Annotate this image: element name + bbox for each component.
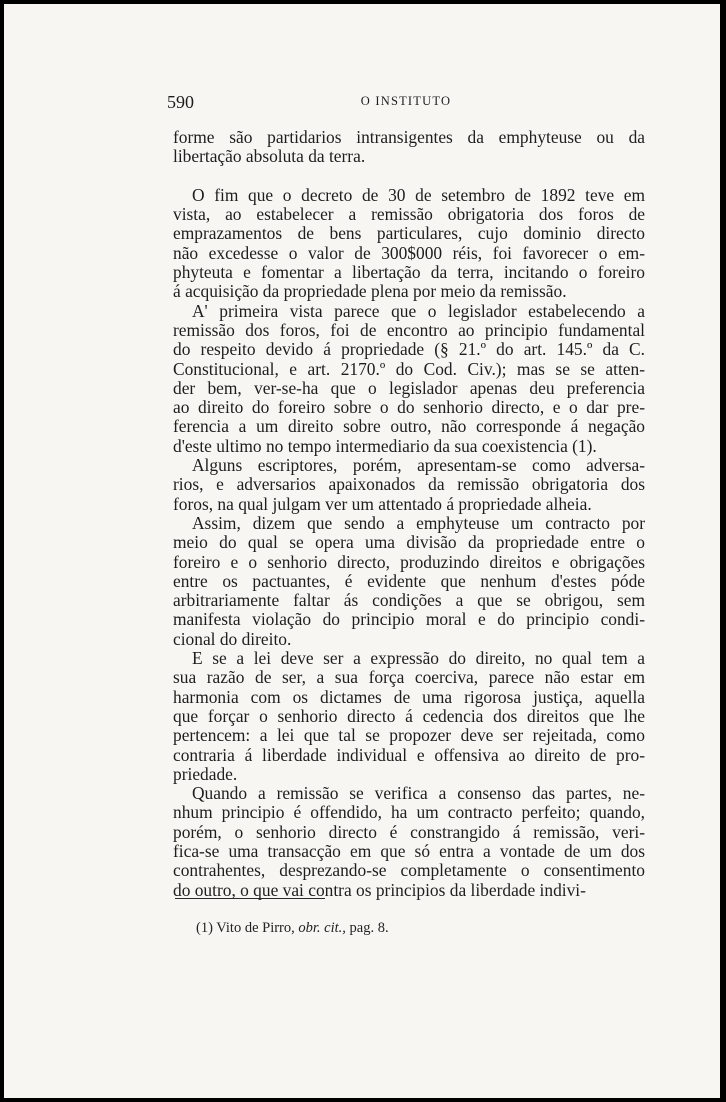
- text-line: foreiro e o senhorio directo, produzindo direitos e obrigações: [173, 551, 645, 572]
- footnote-page: pag. 8.: [349, 920, 389, 936]
- paragraph: [173, 186, 645, 302]
- text-line: priedade.: [173, 763, 238, 784]
- body-text: [173, 128, 645, 900]
- paragraph: [173, 514, 645, 649]
- page-number: 590: [167, 92, 194, 112]
- text-line: fica-se uma transacção em que só entra a vontade de um dos: [173, 840, 645, 861]
- text-line: phyteuta e fomentar a libertação da terra, incitando o foreiro: [173, 262, 645, 283]
- paragraph: [173, 302, 645, 456]
- text-line: ao direito do foreiro sobre o do senhorio directo, e o dar pre-: [173, 397, 645, 418]
- text-line: á acquisição da propriedade plena por meio da remissão.: [173, 281, 567, 302]
- text-line: Assim, dizem que sendo a emphyteuse um contracto por: [192, 512, 645, 533]
- text-line: meio do qual se opera uma divisão da propriedade entre o: [173, 532, 645, 553]
- text-line: forme são partidarios intransigentes da emphyteuse ou da: [173, 127, 645, 147]
- text-line: harmonia com os dictames de uma rigorosa justiça, aquella: [173, 686, 645, 707]
- text-line: que forçar o senhorio directo á cedencia dos direitos que lhe: [173, 705, 645, 726]
- text-line: ferencia a um direito sobre outro, não corresponde á negação: [173, 416, 645, 437]
- text-line: Alguns escriptores, porém, apresentam-se como adversa-: [192, 455, 645, 476]
- text-line: contrahentes, desprezando-se completamente o consentimento: [173, 860, 645, 881]
- footnote-rule: [175, 898, 325, 899]
- text-line: rios, e adversarios apaixonados da remissão obrigatoria dos: [173, 474, 645, 495]
- text-line: porém, o senhorio directo é constrangido á remissão, veri-: [173, 821, 645, 842]
- text-line: libertação absoluta da terra.: [173, 146, 366, 167]
- text-line: vista, ao estabelecer a remissão obrigatoria dos foros de: [173, 204, 645, 225]
- paragraph: [173, 649, 645, 784]
- book-page: [4, 4, 720, 1098]
- text-line: emprazamentos de bens particulares, cujo dominio directo: [173, 223, 645, 244]
- text-line: do outro, o que vai contra os principios da liberdade indivi-: [173, 879, 586, 900]
- running-title: O INSTITUTO: [360, 94, 452, 108]
- footnote-marker: (1): [196, 920, 213, 936]
- text-line: cional do direito.: [173, 628, 292, 649]
- text-line: remissão dos foros, foi de encontro ao principio fundamental: [173, 319, 645, 340]
- text-line: sua razão de ser, a sua força coerciva, parece não estar em: [173, 667, 645, 688]
- page-header: [167, 92, 645, 114]
- footnote-author: Vito de Pirro,: [216, 920, 295, 936]
- text-line: do respeito devido á propriedade (§ 21.º do art. 145.º da C.: [173, 339, 645, 360]
- text-line: Constitucional, e art. 2170.º do Cod. Civ.); mas se se atten-: [173, 358, 645, 379]
- text-line: arbitrariamente faltar ás condições a que se obrigou, sem: [173, 590, 645, 611]
- text-line: contraria á liberdade individual e offensiva ao direito de pro-: [173, 744, 645, 765]
- text-line: foros, na qual julgam ver um attentado á propriedade alheia.: [173, 493, 592, 514]
- text-line: der bem, ver-se-ha que o legislador apenas deu preferencia: [173, 377, 645, 398]
- paragraph: [173, 784, 645, 900]
- paragraph-gap: [173, 167, 645, 186]
- text-line: Quando a remissão se verifica a consenso das partes, ne-: [192, 783, 645, 804]
- text-line: E se a lei deve ser a expressão do direito, no qual tem a: [192, 648, 645, 669]
- text-line: nhum principio é offendido, ha um contracto perfeito; quando,: [173, 802, 645, 823]
- footnote-work: obr. cit.,: [298, 920, 346, 936]
- paragraph: [173, 456, 645, 514]
- footnote: [196, 920, 389, 937]
- text-line: pertencem: a lei que tal se propozer deve ser rejeitada, como: [173, 725, 645, 746]
- text-line: O fim que o decreto de 30 de setembro de 1892 teve em: [192, 184, 645, 205]
- paragraph: [173, 128, 645, 167]
- text-line: A' primeira vista parece que o legislador estabelecendo a: [192, 300, 645, 321]
- text-line: manifesta violação do principio moral e do principio condi-: [173, 609, 645, 630]
- text-line: entre os pactuantes, é evidente que nenhum d'estes póde: [173, 570, 645, 591]
- text-line: não excedesse o valor de 300$000 réis, foi favorecer o em-: [173, 242, 645, 263]
- text-line: d'este ultimo no tempo intermediario da sua coexistencia (1).: [173, 435, 597, 456]
